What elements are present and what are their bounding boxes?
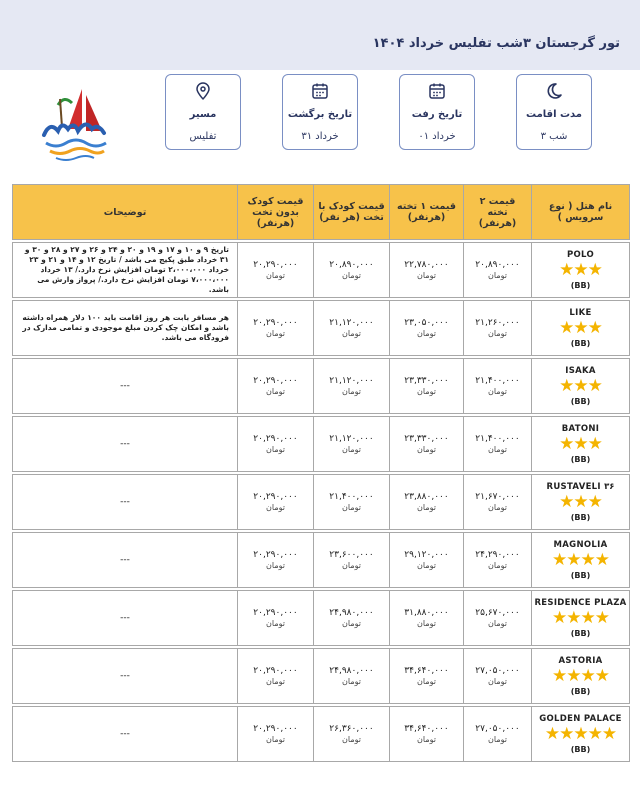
price-double-cell <box>464 533 532 588</box>
hotel-name: RUSTAVELI ۳۶ <box>546 482 615 492</box>
price-value: ۲۱,۴۰۰,۰۰۰ <box>329 492 374 502</box>
price-child-no-bed-cell <box>238 417 314 472</box>
hotel-cell <box>532 533 630 588</box>
card-label: مدت اقامت <box>525 109 582 120</box>
currency-label: تومان <box>342 271 361 280</box>
header-description: توضیحات <box>13 185 238 240</box>
currency-label: تومان <box>417 619 436 628</box>
price-value: ۲۹,۱۲۰,۰۰۰ <box>404 550 449 560</box>
price-value: ۳۴,۶۴۰,۰۰۰ <box>404 724 449 734</box>
hotel-cell <box>532 591 630 646</box>
hotel-cell <box>532 243 630 298</box>
card-value: تفلیس <box>189 131 217 142</box>
currency-label: تومان <box>417 677 436 686</box>
currency-label: تومان <box>417 387 436 396</box>
description-cell: --- <box>13 707 238 762</box>
currency-label: تومان <box>266 387 285 396</box>
card-value: ۳ شب <box>540 131 568 142</box>
star-rating-icon: ★★★ <box>559 260 602 280</box>
header-price-double: قیمت ۲ تخته (هرنفر) <box>464 185 532 240</box>
hotel-name: GOLDEN PALACE <box>539 714 622 724</box>
card-value: ۰۱ خرداد <box>418 131 456 142</box>
service-type: (BB) <box>570 745 591 754</box>
price-child-bed-cell <box>314 301 390 356</box>
currency-label: تومان <box>488 735 507 744</box>
calendar-icon <box>310 81 330 101</box>
price-double-cell <box>464 475 532 530</box>
service-type: (BB) <box>570 629 591 638</box>
table-header-row <box>13 185 630 240</box>
price-table <box>12 184 630 762</box>
service-type: (BB) <box>570 281 591 290</box>
header-child-bed: قیمت کودک با تخت (هر نفر) <box>314 185 390 240</box>
star-rating-icon: ★★★ <box>559 434 602 454</box>
description-cell: --- <box>13 591 238 646</box>
price-value: ۲۰,۲۹۰,۰۰۰ <box>253 318 298 328</box>
price-value: ۲۳,۸۸۰,۰۰۰ <box>404 492 449 502</box>
header-hotel: نام هتل ( نوع سرویس ) <box>532 185 630 240</box>
star-rating-icon: ★★★★★ <box>544 724 617 744</box>
hotel-name: ASTORIA <box>558 656 603 666</box>
service-type: (BB) <box>570 339 591 348</box>
price-value: ۲۰,۲۹۰,۰۰۰ <box>253 376 298 386</box>
currency-label: تومان <box>266 619 285 628</box>
currency-label: تومان <box>488 503 507 512</box>
hotel-cell <box>532 301 630 356</box>
currency-label: تومان <box>342 503 361 512</box>
price-value: ۲۱,۴۰۰,۰۰۰ <box>475 434 520 444</box>
table-row <box>13 591 630 646</box>
price-value: ۲۰,۲۹۰,۰۰۰ <box>253 724 298 734</box>
stay-duration-card <box>516 74 592 150</box>
price-value: ۲۰,۲۹۰,۰۰۰ <box>253 260 298 270</box>
price-double-cell <box>464 417 532 472</box>
price-value: ۲۰,۲۹۰,۰۰۰ <box>253 608 298 618</box>
currency-label: تومان <box>342 735 361 744</box>
price-child-no-bed-cell <box>238 301 314 356</box>
price-child-no-bed-cell <box>238 475 314 530</box>
currency-label: تومان <box>488 445 507 454</box>
description-cell: تاریخ ۹ و ۱۰ و ۱۷ و ۱۹ و ۲۰ و ۲۴ و ۲۶ و ۲۷ و ۲۸ و ۳۰ و ۳۱ خرداد طبق پکیج می باشد / تاریخ ۱۲ و ۱۴ و ۲۱ و ۲۳ خرداد ۲،۰۰۰،۰۰۰ تومان افزایش نرخ دارد./ ۱۳ خرداد ۷،۰۰۰،۰۰۰ تومان افزایش نرخ دارد./ پرواز وارش می باشد. <box>13 243 238 298</box>
price-value: ۲۰,۲۹۰,۰۰۰ <box>253 492 298 502</box>
currency-label: تومان <box>266 271 285 280</box>
price-double-cell <box>464 243 532 298</box>
price-value: ۲۰,۸۹۰,۰۰۰ <box>329 260 374 270</box>
price-value: ۲۷,۰۵۰,۰۰۰ <box>475 666 520 676</box>
star-rating-icon: ★★★★ <box>552 666 609 686</box>
price-child-no-bed-cell <box>238 533 314 588</box>
price-single-cell <box>390 301 464 356</box>
price-value: ۲۲,۷۸۰,۰۰۰ <box>404 260 449 270</box>
header-child-no-bed: قیمت کودک بدون تخت (هرنفر) <box>238 185 314 240</box>
price-single-cell <box>390 707 464 762</box>
price-value: ۲۳,۰۵۰,۰۰۰ <box>404 318 449 328</box>
price-double-cell <box>464 707 532 762</box>
hotel-name: LIKE <box>569 308 592 318</box>
currency-label: تومان <box>417 503 436 512</box>
description-cell: --- <box>13 475 238 530</box>
currency-label: تومان <box>488 677 507 686</box>
currency-label: تومان <box>417 329 436 338</box>
price-single-cell <box>390 359 464 414</box>
header-price-single: قیمت ۱ تخته (هرنفر) <box>390 185 464 240</box>
return-date-card <box>282 74 358 150</box>
price-child-no-bed-cell <box>238 359 314 414</box>
agency-logo <box>38 85 114 165</box>
price-value: ۲۰,۲۹۰,۰۰۰ <box>253 550 298 560</box>
price-value: ۳۱,۸۸۰,۰۰۰ <box>404 608 449 618</box>
description-cell: --- <box>13 417 238 472</box>
hotel-cell <box>532 417 630 472</box>
card-label: تاریخ برگشت <box>287 109 353 120</box>
hotel-cell <box>532 707 630 762</box>
currency-label: تومان <box>417 445 436 454</box>
price-value: ۲۱,۴۰۰,۰۰۰ <box>475 376 520 386</box>
table-row <box>13 649 630 704</box>
service-type: (BB) <box>570 455 591 464</box>
currency-label: تومان <box>342 445 361 454</box>
card-label: تاریخ رفت <box>411 109 463 120</box>
price-double-cell <box>464 359 532 414</box>
currency-label: تومان <box>266 503 285 512</box>
price-value: ۲۵,۶۷۰,۰۰۰ <box>475 608 520 618</box>
price-double-cell <box>464 591 532 646</box>
price-value: ۲۴,۹۸۰,۰۰۰ <box>329 608 374 618</box>
price-value: ۲۳,۳۳۰,۰۰۰ <box>404 376 449 386</box>
table-row <box>13 533 630 588</box>
hotel-cell <box>532 649 630 704</box>
table-row <box>13 301 630 356</box>
price-double-cell <box>464 301 532 356</box>
currency-label: تومان <box>488 271 507 280</box>
currency-label: تومان <box>342 387 361 396</box>
price-value: ۳۴,۶۴۰,۰۰۰ <box>404 666 449 676</box>
price-child-bed-cell <box>314 243 390 298</box>
price-value: ۲۰,۸۹۰,۰۰۰ <box>475 260 520 270</box>
currency-label: تومان <box>342 329 361 338</box>
price-child-no-bed-cell <box>238 591 314 646</box>
currency-label: تومان <box>342 561 361 570</box>
price-double-cell <box>464 649 532 704</box>
currency-label: تومان <box>417 271 436 280</box>
service-type: (BB) <box>570 687 591 696</box>
price-value: ۲۰,۲۹۰,۰۰۰ <box>253 666 298 676</box>
price-child-bed-cell <box>314 707 390 762</box>
star-rating-icon: ★★★ <box>559 318 602 338</box>
star-rating-icon: ★★★ <box>559 492 602 512</box>
card-label: مسیر <box>189 109 217 120</box>
price-value: ۲۶,۳۶۰,۰۰۰ <box>329 724 374 734</box>
price-value: ۲۴,۹۸۰,۰۰۰ <box>329 666 374 676</box>
currency-label: تومان <box>266 329 285 338</box>
service-type: (BB) <box>570 571 591 580</box>
moon-icon <box>544 81 564 101</box>
price-child-bed-cell <box>314 417 390 472</box>
price-single-cell <box>390 591 464 646</box>
table-row <box>13 417 630 472</box>
price-single-cell <box>390 649 464 704</box>
hotel-name: BATONI <box>561 424 600 434</box>
hotel-name: RESIDENCE PLAZA <box>534 598 627 608</box>
price-value: ۲۴,۲۹۰,۰۰۰ <box>475 550 520 560</box>
route-card <box>165 74 241 150</box>
hotel-name: MAGNOLIA <box>553 540 608 550</box>
price-single-cell <box>390 417 464 472</box>
title-bar <box>0 0 640 70</box>
price-value: ۲۳,۶۰۰,۰۰۰ <box>329 550 374 560</box>
service-type: (BB) <box>570 397 591 406</box>
price-single-cell <box>390 533 464 588</box>
price-child-no-bed-cell <box>238 707 314 762</box>
hotel-cell <box>532 359 630 414</box>
hotel-name: ISAKA <box>565 366 596 376</box>
price-child-bed-cell <box>314 591 390 646</box>
hotel-name: POLO <box>567 250 594 260</box>
description-cell: --- <box>13 359 238 414</box>
currency-label: تومان <box>266 677 285 686</box>
table-row <box>13 243 630 298</box>
currency-label: تومان <box>266 445 285 454</box>
table-row <box>13 707 630 762</box>
currency-label: تومان <box>488 561 507 570</box>
table-row <box>13 359 630 414</box>
price-value: ۲۷,۰۵۰,۰۰۰ <box>475 724 520 734</box>
star-rating-icon: ★★★★ <box>552 550 609 570</box>
service-type: (BB) <box>570 513 591 522</box>
price-child-no-bed-cell <box>238 649 314 704</box>
departure-date-card <box>399 74 475 150</box>
description-cell: هر مسافر بابت هر روز اقامت باید ۱۰۰ دلار همراه داشته باشد و امکان چک کردن مبلغ موجودی و تمامی مدارک در فرودگاه می باشد. <box>13 301 238 356</box>
price-value: ۲۱,۱۲۰,۰۰۰ <box>329 318 374 328</box>
currency-label: تومان <box>342 677 361 686</box>
price-child-bed-cell <box>314 359 390 414</box>
star-rating-icon: ★★★★ <box>552 608 609 628</box>
price-value: ۲۱,۶۷۰,۰۰۰ <box>475 492 520 502</box>
calendar-icon <box>427 81 447 101</box>
price-single-cell <box>390 243 464 298</box>
currency-label: تومان <box>417 735 436 744</box>
star-rating-icon: ★★★ <box>559 376 602 396</box>
currency-label: تومان <box>488 619 507 628</box>
table-row <box>13 475 630 530</box>
price-value: ۲۱,۱۲۰,۰۰۰ <box>329 434 374 444</box>
page-title: تور گرجستان ۳شب تفلیس خرداد ۱۴۰۴ <box>372 36 620 51</box>
description-cell: --- <box>13 533 238 588</box>
description-cell: --- <box>13 649 238 704</box>
price-value: ۲۱,۱۲۰,۰۰۰ <box>329 376 374 386</box>
currency-label: تومان <box>488 387 507 396</box>
currency-label: تومان <box>266 735 285 744</box>
price-child-bed-cell <box>314 475 390 530</box>
card-value: ۳۱ خرداد <box>301 131 339 142</box>
price-single-cell <box>390 475 464 530</box>
currency-label: تومان <box>266 561 285 570</box>
price-child-bed-cell <box>314 533 390 588</box>
price-value: ۲۰,۲۹۰,۰۰۰ <box>253 434 298 444</box>
hotel-cell <box>532 475 630 530</box>
currency-label: تومان <box>417 561 436 570</box>
price-child-bed-cell <box>314 649 390 704</box>
price-child-no-bed-cell <box>238 243 314 298</box>
location-pin-icon <box>193 81 213 101</box>
price-value: ۲۳,۳۳۰,۰۰۰ <box>404 434 449 444</box>
currency-label: تومان <box>488 329 507 338</box>
price-value: ۲۱,۲۶۰,۰۰۰ <box>475 318 520 328</box>
currency-label: تومان <box>342 619 361 628</box>
